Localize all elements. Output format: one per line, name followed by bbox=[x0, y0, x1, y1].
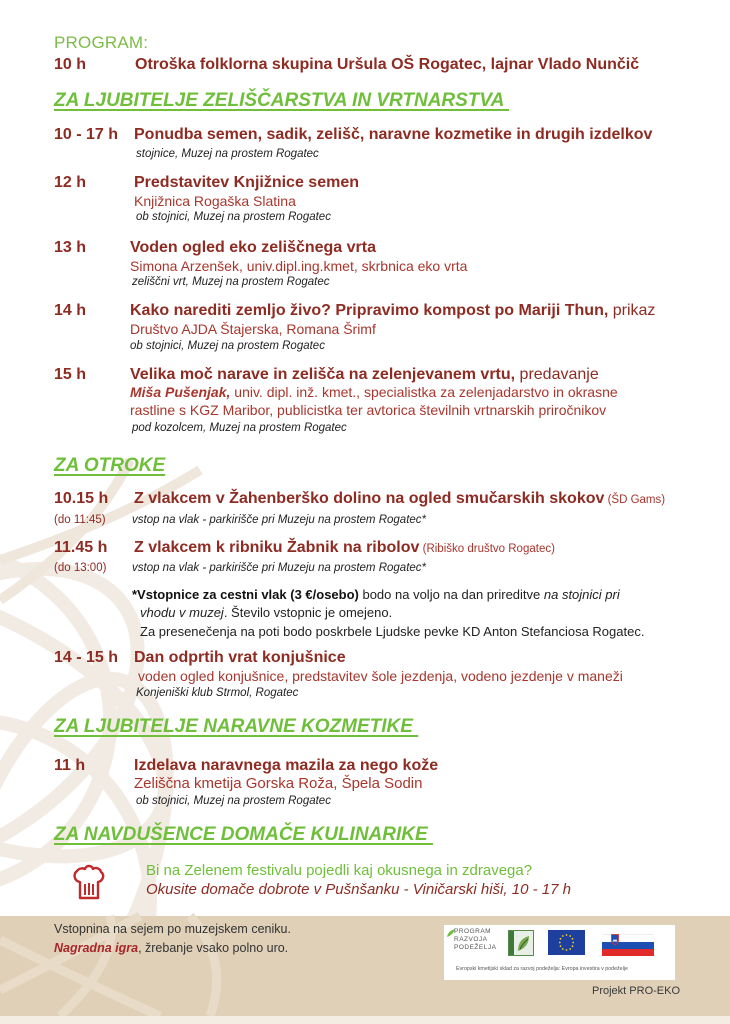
event-location: Konjeniški klub Strmol, Rogatec bbox=[136, 687, 299, 699]
event-host: Knjižnica Rogaška Slatina bbox=[134, 193, 296, 209]
event-host: voden ogled konjušnice, predstavitev šole jezdenja, vodeno jezdenje v maneži bbox=[138, 668, 623, 684]
section-heading-herbs: ZA LJUBITELJE ZELIŠČARSTVA IN VRTNARSTVA bbox=[54, 90, 509, 111]
note-location: na stojnici pri bbox=[543, 587, 620, 602]
event-organizer: (Ribiško društvo Rogatec) bbox=[419, 543, 555, 555]
event-title: Kako narediti zemljo živo? Pripravimo kompost po Mariji Thun, bbox=[130, 302, 609, 319]
train-surprise-note: Za presenečenja na poti bodo poskrbele Ljudske pevke KD Anton Stefanciosa Rogatec. bbox=[140, 624, 645, 639]
train-ticket-note-line2 bbox=[140, 605, 392, 620]
event-location: pod kozolcem, Muzej na prostem Rogatec bbox=[132, 422, 347, 434]
event-time: 10 - 17 h bbox=[54, 126, 119, 143]
speaker-credentials-line2: rastline s KGZ Maribor, publicistka ter avtorica številnih vrtnarskih priročnikov bbox=[130, 402, 607, 418]
speaker-credentials: univ. dipl. inž. kmet., specialistka za zelenjadarstvo in okrasne bbox=[230, 384, 618, 400]
rural-development-logo-text bbox=[454, 928, 496, 952]
section-heading-cosmetics: ZA LJUBITELJE NARAVNE KOZMETIKE bbox=[54, 716, 419, 737]
event-title: Dan odprtih vrat konjušnice bbox=[134, 649, 346, 666]
event-time: 14 h bbox=[54, 302, 87, 319]
section-heading-kids: ZA OTROKE bbox=[54, 455, 166, 476]
eu-flag bbox=[548, 930, 585, 955]
event-title: Ponudba semen, sadik, zelišč, naravne kozmetike in drugih izdelkov bbox=[134, 126, 653, 143]
event-title: Z vlakcem k ribniku Žabnik na ribolov bbox=[134, 539, 420, 556]
event-title: Z vlakcem v Žahenberško dolino na ogled smučarskih skokov bbox=[134, 490, 605, 507]
event-time: 11 h bbox=[54, 757, 86, 774]
event-location: vstop na vlak - parkirišče pri Muzeju na prostem Rogatec* bbox=[132, 562, 427, 574]
prize-game-label: Nagradna igra bbox=[54, 941, 139, 955]
event-location: ob stojnici, Muzej na prostem Rogatec bbox=[130, 340, 325, 352]
event-title: Voden ogled eko zeliščnega vrta bbox=[130, 239, 376, 256]
event-time: 13 h bbox=[54, 239, 87, 256]
event-title-row bbox=[134, 539, 555, 557]
eu-stars-icon bbox=[548, 930, 585, 955]
event-title: Izdelava naravnega mazila za nego kože bbox=[134, 757, 439, 774]
section-heading-culinary: ZA NAVDUŠENCE DOMAČE KULINARIKE bbox=[54, 824, 433, 845]
event-host: Zeliščna kmetija Gorska Roža, Špela Sodin bbox=[134, 775, 423, 792]
prize-game-note bbox=[54, 941, 288, 955]
event-title-row bbox=[130, 366, 599, 384]
event-time: 11.45 h bbox=[54, 539, 108, 556]
event-time: 12 h bbox=[54, 174, 87, 191]
note-location: vhodu v muzej bbox=[140, 605, 224, 620]
event-location: zeliščni vrt, Muzej na prostem Rogatec bbox=[132, 276, 330, 288]
event-host: Društvo AJDA Štajerska, Romana Šrimf bbox=[130, 321, 376, 337]
event-host: Simona Arzenšek, univ.dipl.ing.kmet, skrbnica eko vrta bbox=[130, 258, 468, 274]
event-time: 15 h bbox=[54, 366, 87, 383]
logo-line: RAZVOJA bbox=[454, 936, 488, 943]
event-title: Predstavitev Knjižnice semen bbox=[134, 174, 359, 191]
chef-hat-cutlery-icon bbox=[72, 862, 106, 900]
speaker-name: Miša Pušenjak, bbox=[130, 384, 231, 400]
logo-line: PROGRAM bbox=[454, 928, 492, 935]
program-label: PROGRAM: bbox=[54, 33, 149, 52]
event-location: stojnice, Muzej na prostem Rogatec bbox=[136, 148, 319, 160]
event-time: 10 h bbox=[54, 56, 87, 73]
event-time: 14 - 15 h bbox=[54, 649, 119, 666]
event-title-row bbox=[130, 302, 655, 320]
slovenia-coat-of-arms-icon bbox=[611, 934, 619, 945]
note-text: bodo na voljo na dan prireditve bbox=[358, 587, 544, 602]
event-time: 10.15 h bbox=[54, 490, 109, 507]
culinary-invite: Okusite domače dobrote v Pušnšanku - Viničarski hiši, 10 - 17 h bbox=[146, 881, 571, 898]
leader-logo bbox=[508, 930, 534, 956]
event-organizer: (ŠD Gams) bbox=[604, 494, 666, 506]
train-ticket-note-line1 bbox=[132, 587, 620, 602]
event-title: Velika moč narave in zelišča na zelenjevanem vrtu, bbox=[130, 366, 516, 383]
logo-line: PODEŽELJA bbox=[454, 944, 497, 951]
event-type: prikaz bbox=[608, 302, 656, 319]
ticket-price: *Vstopnice za cestni vlak (3 €/osebo) bbox=[132, 587, 359, 602]
event-location: ob stojnici, Muzej na prostem Rogatec bbox=[136, 211, 331, 223]
footer-bottom-strip bbox=[0, 1016, 730, 1024]
event-location: ob stojnici, Muzej na prostem Rogatec bbox=[136, 795, 331, 807]
event-location: vstop na vlak - parkirišče pri Muzeju na prostem Rogatec* bbox=[132, 514, 427, 526]
sponsor-logos bbox=[444, 925, 675, 980]
event-until: (do 13:00) bbox=[54, 562, 107, 574]
event-until: (do 11:45) bbox=[54, 514, 106, 526]
event-host-row bbox=[130, 384, 618, 400]
opening-event bbox=[54, 56, 86, 74]
note-text: . Število vstopnic je omejeno. bbox=[223, 605, 393, 620]
culinary-question: Bi na Zelenem festivalu pojedli kaj okusnega in zdravega? bbox=[146, 862, 533, 879]
project-name: Projekt PRO-EKO bbox=[592, 985, 681, 997]
leader-leaf-icon bbox=[509, 931, 533, 955]
event-title-row bbox=[134, 490, 665, 508]
eafrd-caption: Evropski kmetijski sklad za razvoj podeželja: Evropa investira v podeželje bbox=[456, 966, 628, 972]
slovenia-flag bbox=[602, 934, 654, 955]
prize-game-detail: , žrebanje vsako polno uro. bbox=[138, 941, 289, 955]
event-type: predavanje bbox=[515, 366, 599, 383]
entry-fee-note: Vstopnina na sejem po muzejskem ceniku. bbox=[54, 922, 291, 936]
event-title: Otroška folklorna skupina Uršula OŠ Rogatec, lajnar Vlado Nunčič bbox=[135, 56, 640, 73]
